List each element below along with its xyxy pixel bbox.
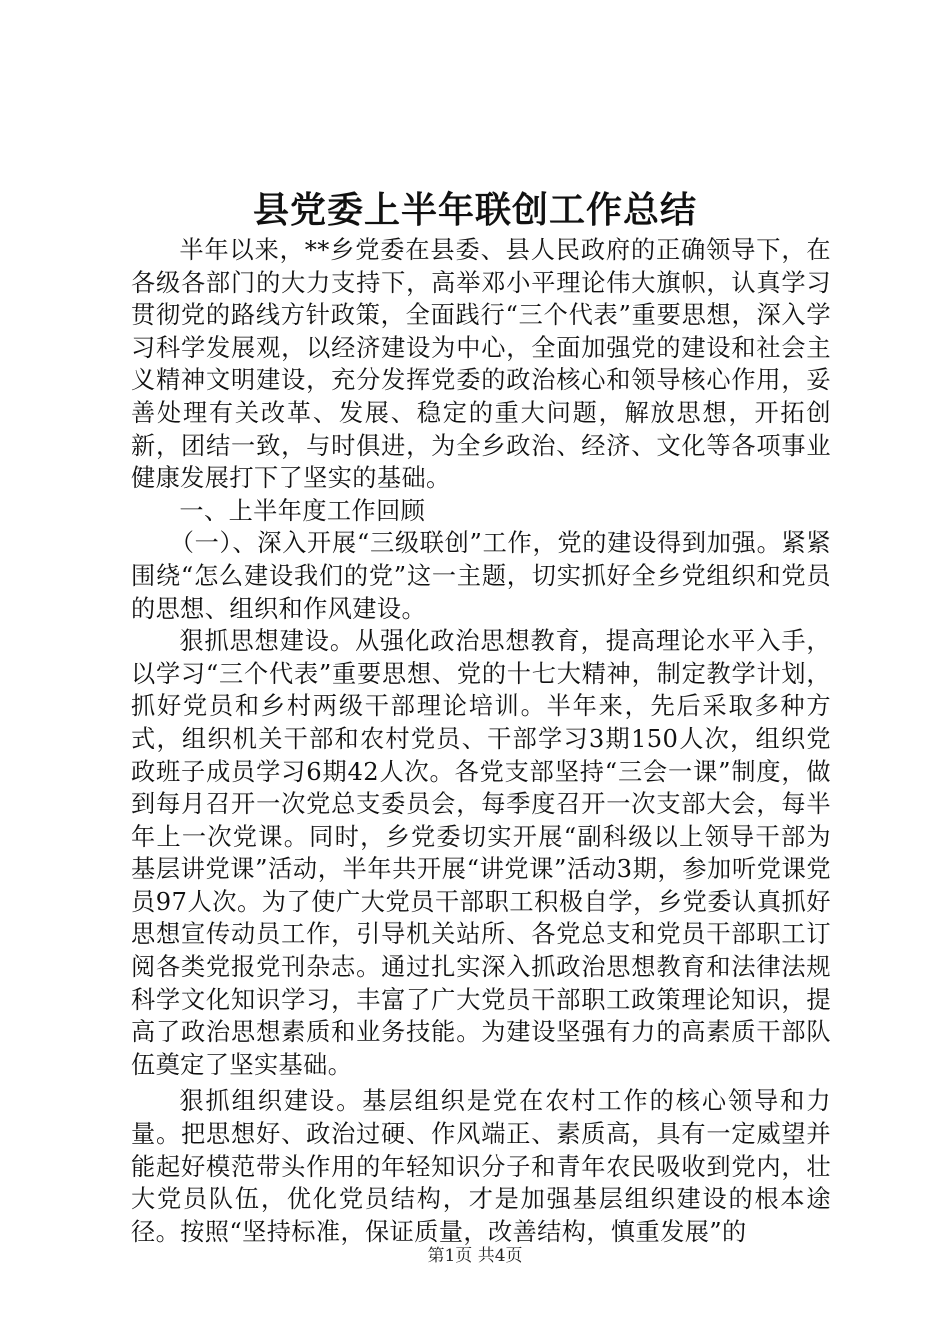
paragraph-ideology: 狠抓思想建设。从强化政治思想教育，提高理论水平入手，以学习“三个代表”重要思想、党的十七大精神，制定教学计划，抓好党员和乡村两级干部理论培训。半年来，先后采取多种方式，组织机关干部和农村党员、干部学习3期150人次，组织党政班子成员学习6期42人次。各党支部坚持“三会一课”制度，做到每月召开一次党总支委员会，每季度召开一次支部大会，每半年上一次党课。同时，乡党委切实开展“副科级以上领导干部为基层讲党课”活动，半年共开展“讲党课”活动3期，参加听党课党员97人次。为了使广大党员干部职工积极自学，乡党委认真抓好思想宣传动员工作，引导机关站所、各党总支和党员干部职工订阅各类党报党刊杂志。通过扎实深入抓政治思想教育和法律法规科学文化知识学习，丰富了广大党员干部职工政策理论知识，提高了政治思想素质和业务技能。为建设坚强有力的高素质干部队伍奠定了坚实基础。 (131, 627, 831, 1079)
section-heading: 一、上半年度工作回顾 (179, 496, 426, 525)
paragraph-organization: 狠抓组织建设。基层组织是党在农村工作的核心领导和力量。把思想好、政治过硬、作风端正、素质高，具有一定威望并能起好模范带头作用的年轻知识分子和青年农民吸收到党内，壮大党员队伍，优化党员结构，才是加强基层组织建设的根本途径。按照“坚持标准，保证质量，改善结构，慎重发展”的 (131, 1087, 831, 1246)
paragraph-intro: 半年以来，**乡党委在县委、县人民政府的正确领导下，在各级各部门的大力支持下，高举邓小平理论伟大旗帜，认真学习贯彻党的路线方针政策，全面践行“三个代表”重要思想，深入学习科学发展观，以经济建设为中心，全面加强党的建设和社会主义精神文明建设，充分发挥党委的政治核心和领导核心作用，妥善处理有关改革、发展、稳定的重大问题，解放思想，开拓创新，团结一致，与时俱进，为全乡政治、经济、文化等各项事业健康发展打下了坚实的基础。 (131, 236, 831, 493)
subsection-heading: （一）、深入开展“三级联创”工作，党的建设得到加强。紧紧围绕“怎么建设我们的党”这一主题，切实抓好全乡党组织和党员的思想、组织和作风建设。 (131, 529, 831, 623)
document-title: 县党委上半年联创工作总结 (252, 189, 697, 231)
document-body (131, 234, 831, 1248)
page-number-footer: 第1页 共4页 (427, 1246, 523, 1266)
